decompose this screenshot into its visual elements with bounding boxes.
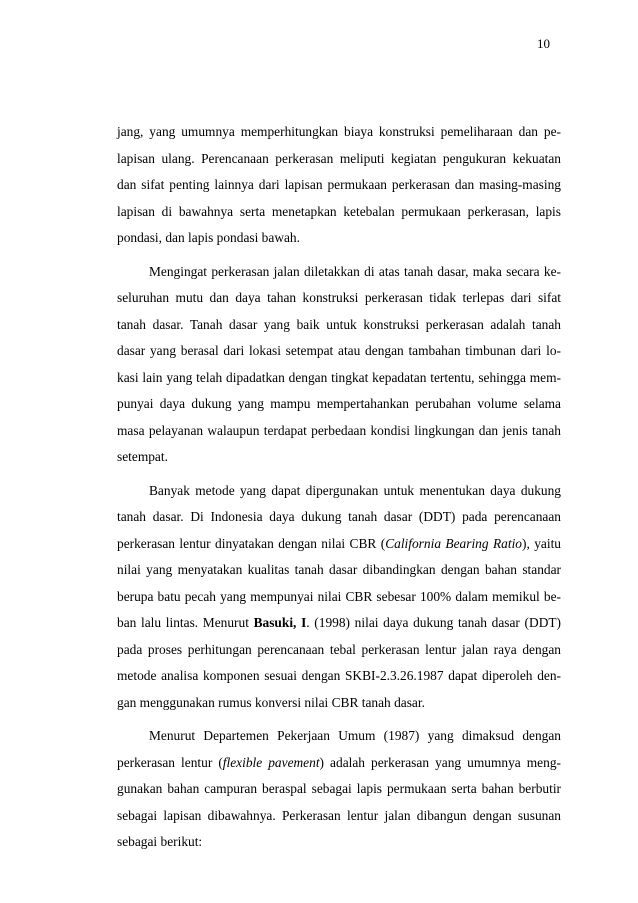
paragraph-3 (117, 478, 561, 717)
text-line (117, 610, 561, 637)
text-line (117, 557, 561, 584)
text-segment: masa pelayanan walaupun terdapat perbedaan kondisi lingkungan dan jenis tanah (117, 422, 561, 438)
text-line (117, 750, 561, 777)
text-segment: seluruhan mutu dan daya tahan konstruksi perkerasan tidak terlepas dari sifat (117, 290, 561, 305)
text-segment: Menurut Departemen Pekerjaan Umum (1987) yang dimaksud dengan (149, 728, 561, 743)
text-line (117, 172, 561, 199)
text-segment: perkerasan lentur ( (117, 754, 223, 770)
text-segment: dan sifat penting lainnya dari lapisan permukaan perkerasan dan masing-masing (117, 177, 561, 192)
text-line (117, 803, 561, 830)
text-line (117, 776, 561, 803)
text-line (117, 391, 561, 418)
bold-citation: Basuki, I (253, 615, 307, 630)
text-segment: kasi lain yang telah dipadatkan dengan tingkat kepadatan tertentu, sehingga mem- (117, 369, 561, 385)
text-line (117, 829, 561, 856)
text-line (117, 723, 561, 750)
text-segment: jang, yang umumnya memperhitungkan biaya konstruksi pemeliharaan dan pe- (117, 124, 561, 139)
text-line (117, 663, 561, 690)
text-segment: pada proses perhitungan perencanaan tebal perkerasan lentur jalan raya dengan (117, 641, 561, 657)
text-line (117, 199, 561, 226)
text-line (117, 637, 561, 664)
text-line (117, 444, 561, 471)
italic-term: flexible pavement (222, 754, 320, 770)
text-line (117, 146, 561, 173)
text-segment: tanah dasar. Di Indonesia daya dukung tanah dasar (DDT) pada perencanaan (117, 509, 561, 524)
text-segment: Mengingat perkerasan jalan diletakkan di atas tanah dasar, maka secara ke- (149, 263, 561, 279)
text-line (117, 418, 561, 445)
text-segment: ban lalu lintas. Menurut (117, 615, 254, 630)
text-segment: pondasi, dan lapis pondasi bawah. (117, 230, 300, 245)
text-segment: . (1998) nilai daya dukung tanah dasar (DDT) (306, 615, 561, 630)
text-segment: perkerasan lentur dinyatakan dengan nilai CBR ( (117, 535, 386, 551)
paragraph-1 (117, 119, 561, 252)
text-line (117, 119, 561, 146)
text-segment: Banyak metode yang dapat dipergunakan untuk menentukan daya dukung (149, 482, 561, 498)
text-segment: ), yaitu (522, 535, 561, 551)
page-number: 10 (537, 36, 550, 51)
text-segment: sebagai berikut: (117, 834, 203, 849)
text-segment: berupa batu pecah yang mempunyai nilai CBR sebesar 100% dalam memikul be- (117, 588, 561, 604)
text-line (117, 690, 561, 717)
paragraph-4 (117, 723, 561, 856)
body-text (117, 119, 561, 856)
text-segment: dasar yang berasal dari lokasi setempat atau dengan tambahan timbunan dari lo- (117, 343, 561, 358)
text-segment: lapisan ulang. Perencanaan perkerasan meliputi kegiatan pengukuran kekuatan (117, 150, 561, 166)
text-segment: ) adalah perkerasan yang umumnya meng- (319, 754, 561, 770)
text-line (117, 259, 561, 286)
text-line (117, 365, 561, 392)
text-line (117, 584, 561, 611)
text-line (117, 225, 561, 252)
text-line (117, 504, 561, 531)
text-line (117, 338, 561, 365)
text-line (117, 312, 561, 339)
text-segment: sebagai lapisan dibawahnya. Perkerasan lentur jalan dibangun dengan susunan (117, 807, 561, 823)
text-segment: punyai daya dukung yang mampu mempertahankan perubahan volume selama (117, 396, 561, 411)
text-segment: lapisan di bawahnya serta menetapkan ketebalan permukaan perkerasan, lapis (117, 203, 561, 219)
text-segment: nilai yang menyatakan kualitas tanah dasar dibandingkan dengan bahan standar (117, 562, 561, 577)
text-line (117, 285, 561, 312)
text-line (117, 478, 561, 505)
text-segment: setempat. (117, 449, 168, 464)
text-segment: tanah dasar. Tanah dasar yang baik untuk konstruksi perkerasan adalah tanah (117, 316, 561, 332)
italic-term: California Bearing Ratio (385, 535, 522, 551)
text-segment: gan menggunakan rumus konversi nilai CBR tanah dasar. (117, 694, 425, 710)
text-segment: gunakan bahan campuran beraspal sebagai lapis permukaan serta bahan berbutir (117, 781, 561, 796)
paragraph-2 (117, 259, 561, 471)
text-line (117, 531, 561, 558)
text-segment: metode analisa komponen sesuai dengan SKBI-2.3.26.1987 dapat diperoleh den- (117, 668, 561, 683)
